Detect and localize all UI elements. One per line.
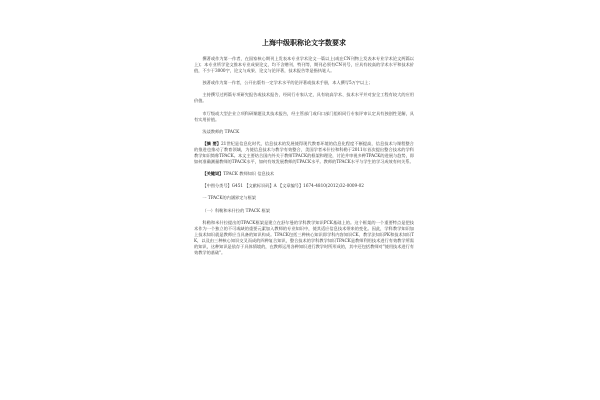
paragraph-2: 独著或作为第一作者，公开出版有一定学术水平的论评著或技术手册，本人撰写5万字以上； — [202, 80, 373, 86]
abstract-text: 21世纪是信息化时代，信息技术的发展使得现代教育环境的信息化程度不断提高，信息技术与课程整合的推进也推动了教育领域，为使信息技术与教学有效整合，美国学者米什拉和科勒于2011年首次提出整合技术的学科教学知识简称TPACK。本文主要结合国内外关于教师TPACK的框架和理论，讨论并审视多种TPACK的进展与趋势，即如何准确测量教师的TPACK水平，如何有效发展教师的TPACK水平。教师的TPACK水平与学生的学习成效有何关系。 — [194, 140, 414, 165]
paragraph-4: 市厅级或大型企业立项科研课题及其技术报告，经主管部门或归口部门组织同行专家评审认定具有独创性见解，具有实用价值。 — [194, 110, 414, 122]
classification-line: 【中图分类号】G451 【文献标识码】A 【文章编号】1674-4810(2012)32-0009-02 — [202, 183, 364, 189]
keywords-label: 【关键词】 — [202, 171, 224, 177]
document-page — [180, 0, 428, 400]
document-title: 上海中级职称论文字数要求 — [262, 38, 346, 47]
section-heading-1: 一 TPACK的内涵界定与框架 — [202, 195, 256, 201]
body-paragraph: 科勒和米什拉提出的TPACK框架是建立在舒尔曼的学科教学知识PCK基础上的。这个框架的一个重要特点是把技术作为一个独立的不可或缺的重要元素加入教师的专业知识中，使其适应信息技术带来的变化。因此，学科教学知识加上技术知识就是教师应当具备的知识构成。TPACK包括三种核心知识即学科内容知识CK、教学法知识PK和技术知识TK，以及由三种核心知识交叉而成的四种复合知识，整合技术的学科教学知识TPACK是教师利用技术进行有效教学所需的知识，这种知识是依存于具体情境的，在教师运用各种知识进行教学时所形成的，其中还包括教师对"使用技术进行有效教学的基础"。 — [194, 219, 414, 256]
paragraph-1: 撰著或作为第一作者，在国家核心期刊上发表本专业学术论文一篇以上(或在CN刊物上发表本专业学术论文两篇以上)；本专业所学论文推本专业成果论文，均不含赠刊、特刊等，期刊必须有CN刊号，应具有较高的学术水平和技术价值，不少于3000字，论文与成果、论文与论评著，技术报告等是指执笔人。 — [194, 56, 414, 74]
abstract-label: 【摘 要】 — [202, 140, 221, 146]
keywords-text: TPACK 教师知识 信息技术 — [223, 171, 275, 177]
paragraph-3: 主持撰写过两篇专项研究报告或技术报告，经同行专家认定，具有较高学术、技术水平并对安全工程有较大的应用价值。 — [194, 92, 414, 104]
subsection-heading-1: （一）科勒和米什拉的 TPACK 框架 — [202, 207, 270, 213]
tpack-heading-line: 浅谈教师的 TPACK — [202, 128, 240, 134]
abstract-paragraph — [194, 141, 414, 165]
keywords-line — [194, 171, 414, 177]
